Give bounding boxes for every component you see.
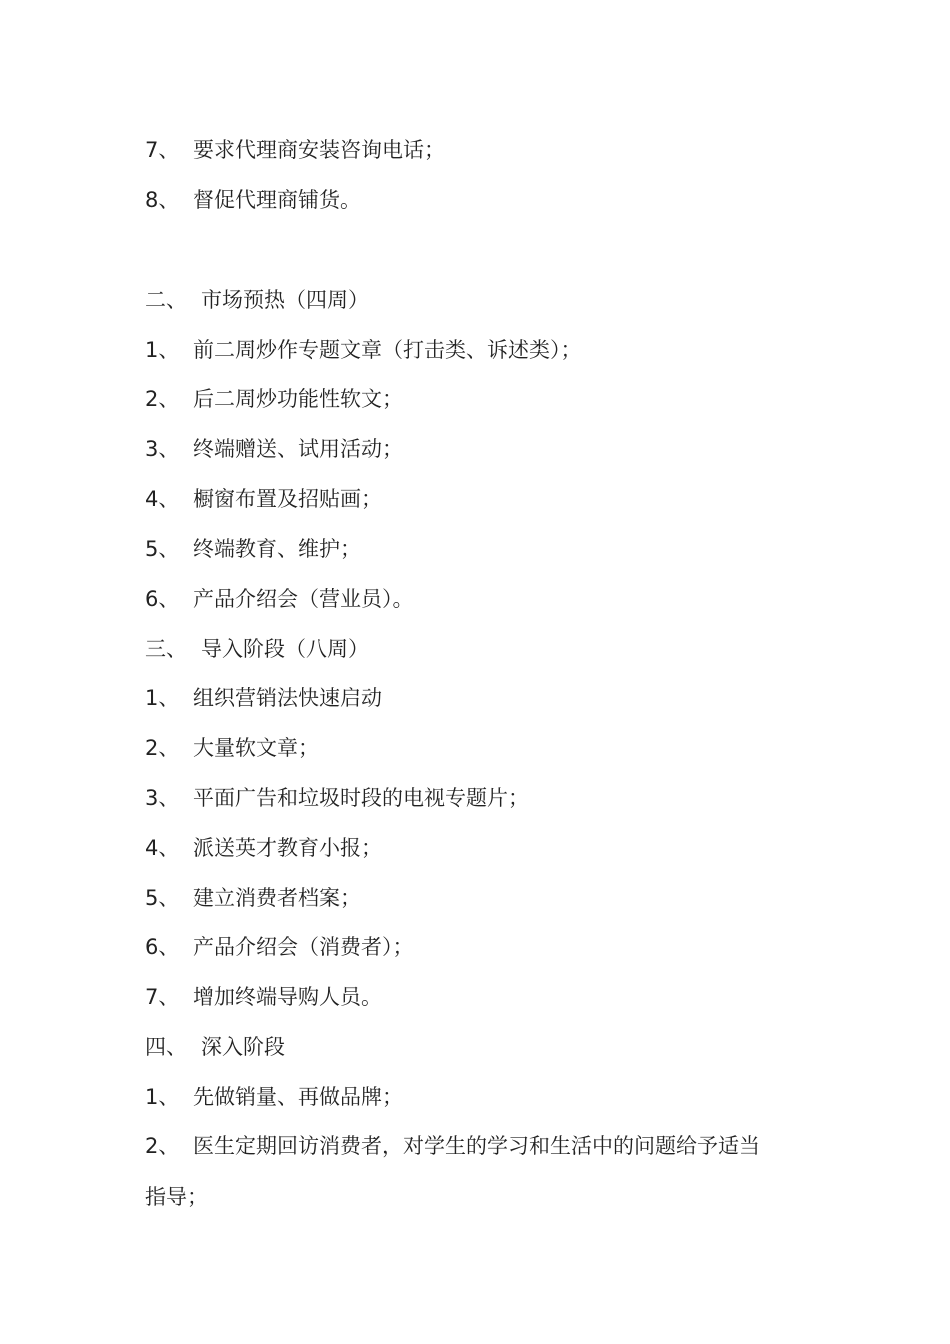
item-text: 督促代理商铺货。 [193, 188, 361, 212]
item-number: 1、 [145, 1085, 180, 1109]
section-number: 三、 [145, 637, 187, 661]
item-number: 7、 [145, 138, 180, 162]
item-number: 6、 [145, 587, 180, 611]
item-text: 指导； [145, 1185, 208, 1209]
item-number: 1、 [145, 338, 180, 362]
item-number: 7、 [145, 985, 180, 1009]
item-number: 2、 [145, 1134, 180, 1158]
item-number: 2、 [145, 736, 180, 760]
item-number: 2、 [145, 387, 180, 411]
item-text: 后二周炒功能性软文； [193, 387, 403, 411]
list-item [145, 135, 445, 165]
section-number: 四、 [145, 1035, 187, 1059]
list-item [145, 584, 414, 614]
section-heading [145, 285, 369, 315]
list-item [145, 534, 361, 564]
list-item [145, 484, 382, 514]
section-heading [145, 634, 369, 664]
item-number: 5、 [145, 537, 180, 561]
list-item [145, 384, 403, 414]
item-number: 4、 [145, 487, 180, 511]
item-number: 3、 [145, 437, 180, 461]
list-item-continuation [145, 1182, 208, 1212]
list-item [145, 932, 414, 962]
item-text: 组织营销法快速启动 [193, 686, 382, 710]
list-item [145, 783, 529, 813]
list-item [145, 833, 382, 863]
item-text: 先做销量、再做品牌； [193, 1085, 403, 1109]
item-text: 前二周炒作专题文章（打击类、诉述类）； [193, 338, 582, 362]
item-number: 5、 [145, 886, 180, 910]
section-heading [145, 1032, 285, 1062]
list-item [145, 982, 382, 1012]
item-text: 终端教育、维护； [193, 537, 361, 561]
section-title: 深入阶段 [201, 1035, 285, 1059]
item-text: 产品介绍会（消费者）； [193, 935, 414, 959]
item-text: 产品介绍会（营业员）。 [193, 587, 414, 611]
item-text: 建立消费者档案； [193, 886, 361, 910]
item-text: 医生定期回访消费者，对学生的学习和生活中的问题给予适当 [193, 1134, 760, 1158]
section-title: 市场预热（四周） [201, 288, 369, 312]
list-item [145, 434, 403, 464]
item-number: 6、 [145, 935, 180, 959]
list-item [145, 883, 361, 913]
section-number: 二、 [145, 288, 187, 312]
item-text: 增加终端导购人员。 [193, 985, 382, 1009]
list-item [145, 683, 382, 713]
item-number: 8、 [145, 188, 180, 212]
list-item [145, 1131, 760, 1161]
list-item [145, 335, 582, 365]
list-item [145, 1082, 403, 1112]
item-text: 要求代理商安装咨询电话； [193, 138, 445, 162]
item-text: 平面广告和垃圾时段的电视专题片； [193, 786, 529, 810]
list-item [145, 733, 319, 763]
item-text: 终端赠送、试用活动； [193, 437, 403, 461]
item-text: 大量软文章； [193, 736, 319, 760]
item-text: 橱窗布置及招贴画； [193, 487, 382, 511]
item-number: 3、 [145, 786, 180, 810]
item-number: 1、 [145, 686, 180, 710]
section-title: 导入阶段（八周） [201, 637, 369, 661]
item-number: 4、 [145, 836, 180, 860]
item-text: 派送英才教育小报； [193, 836, 382, 860]
list-item [145, 185, 361, 215]
